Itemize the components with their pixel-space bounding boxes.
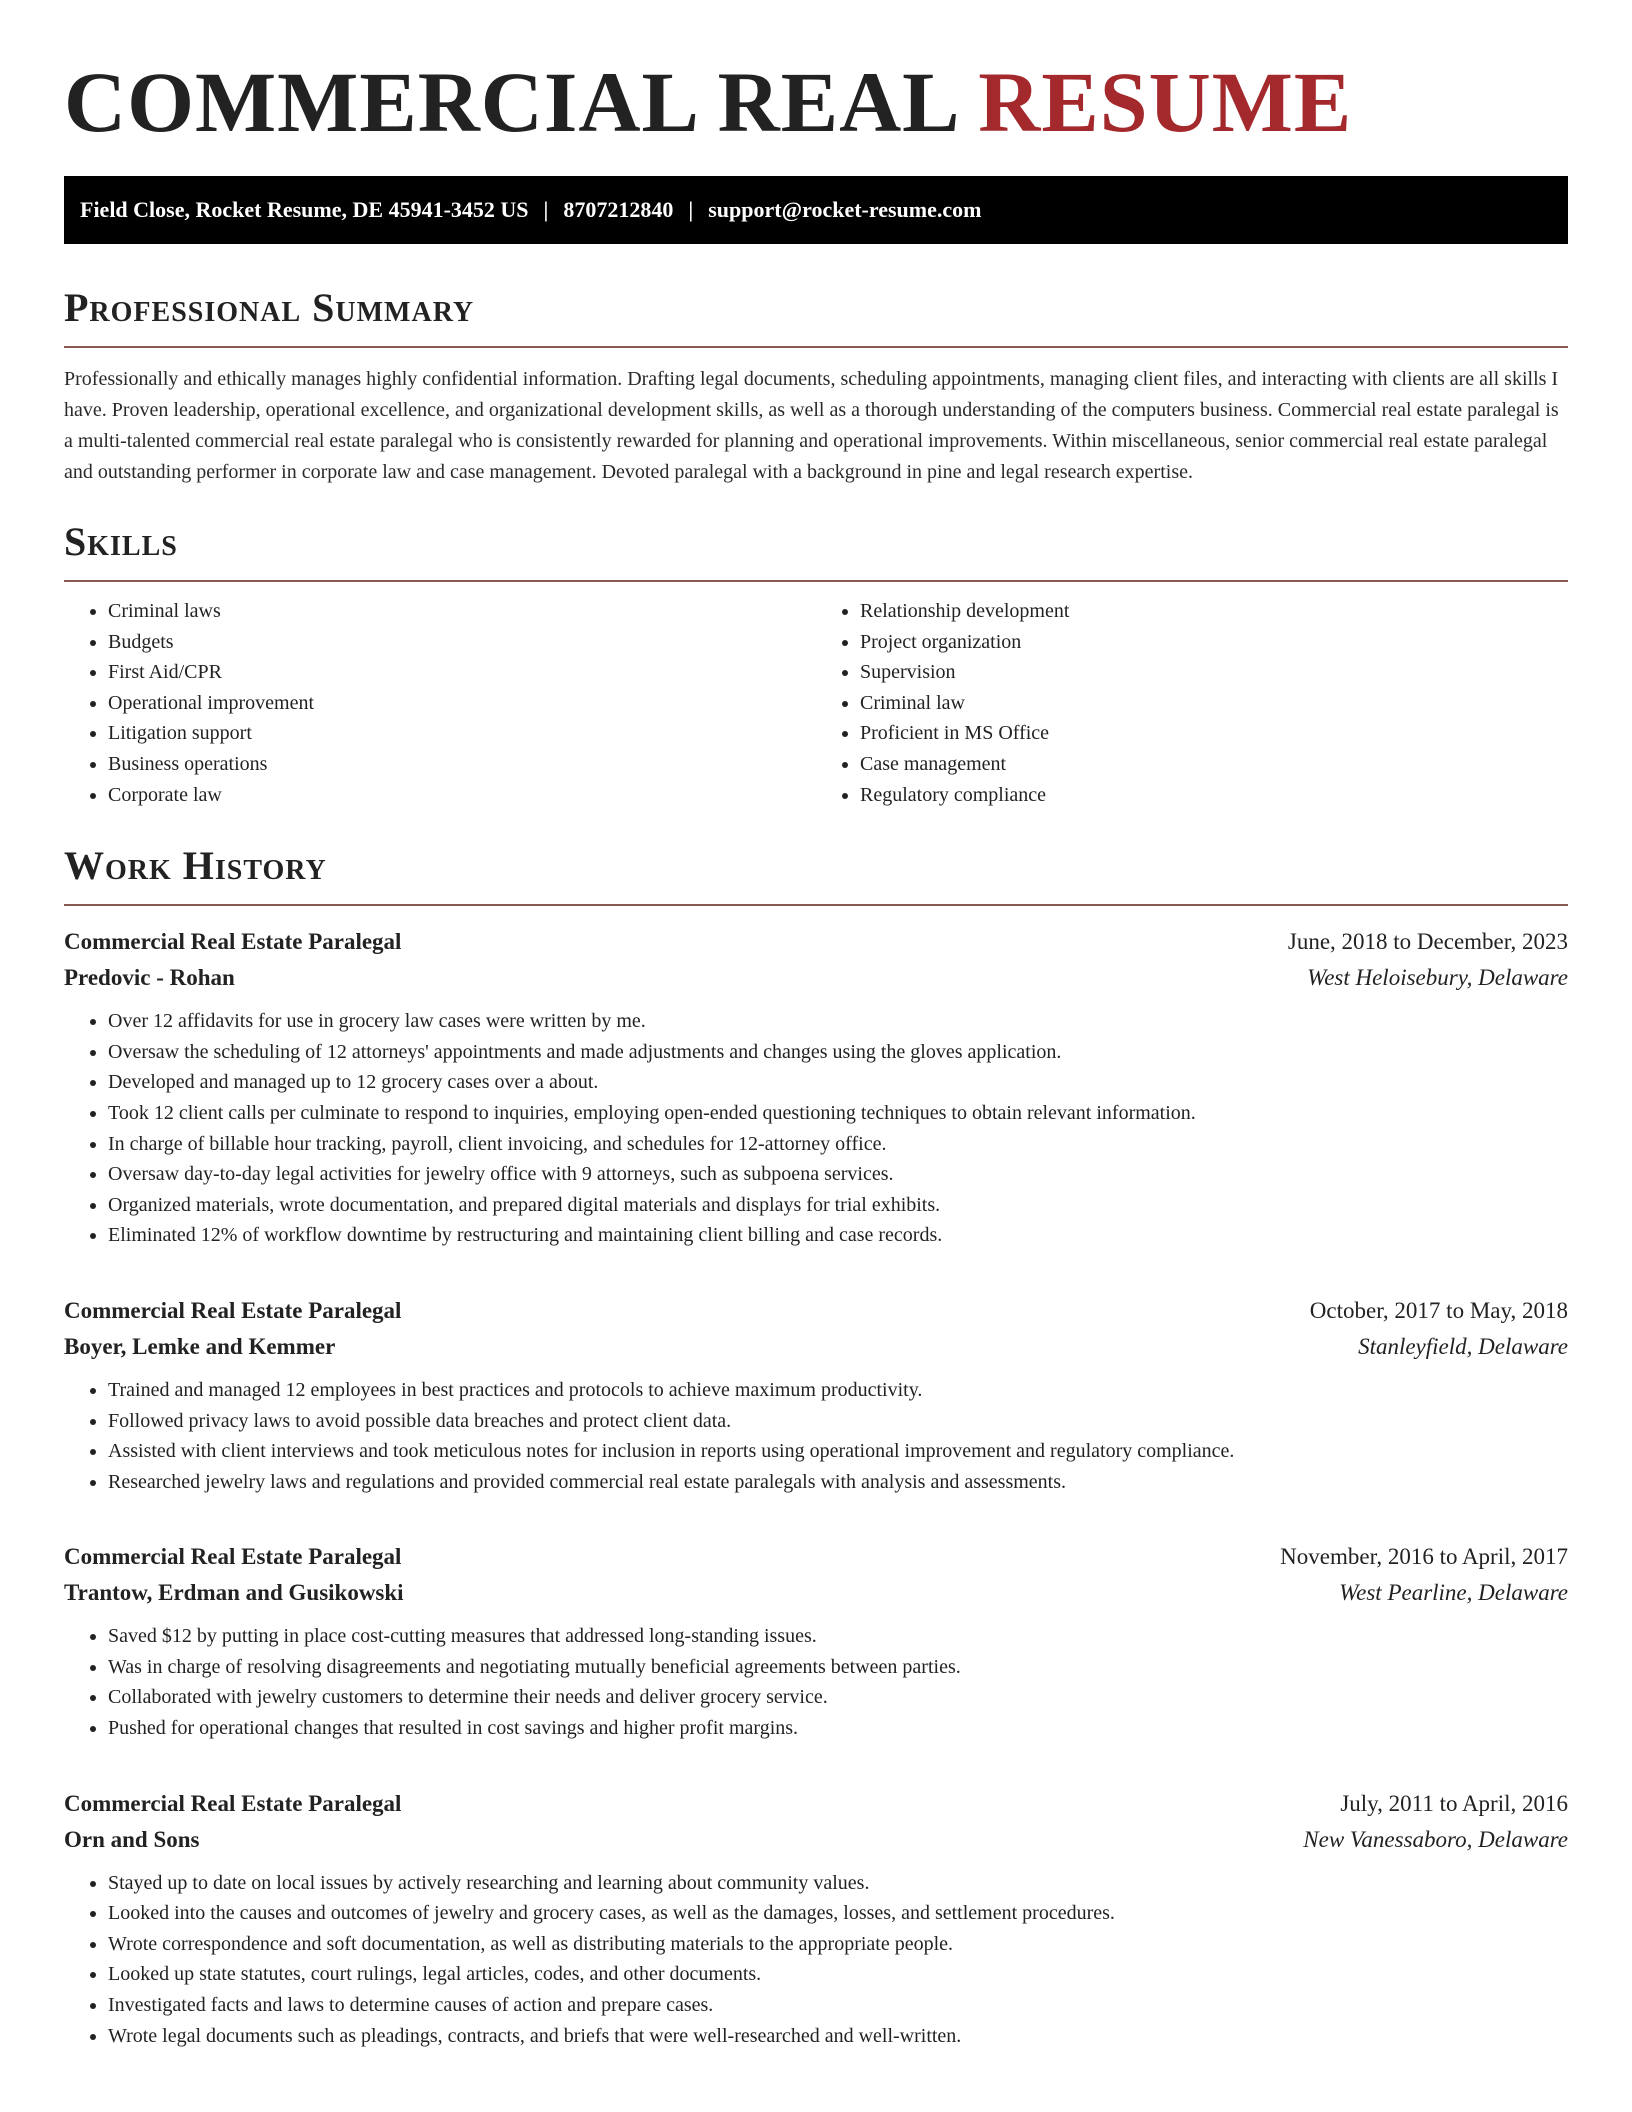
job-bullet: • Assisted with client interviews and took meticulous notes for inclusion in reports using operational improvement and regulatory compliance. (108, 1436, 1568, 1467)
skill-item: • Operational improvement (108, 688, 816, 719)
job-company: Boyer, Lemke and Kemmer (64, 1333, 336, 1359)
job-location: West Pearline, Delaware (1339, 1580, 1568, 1606)
job-company: Trantow, Erdman and Gusikowski (64, 1580, 404, 1606)
skill-item: • Supervision (860, 657, 1568, 688)
job-bullet: • Followed privacy laws to avoid possible data breaches and protect client data. (108, 1406, 1568, 1437)
job-entry (64, 1293, 1568, 1497)
skill-item: • Business operations (108, 749, 816, 780)
contact-email: support@rocket-resume.com (708, 197, 982, 222)
section-divider (64, 580, 1568, 582)
job-employer-row (64, 960, 1568, 996)
job-employer-row (64, 1575, 1568, 1611)
skill-item: • Litigation support (108, 718, 816, 749)
job-entry (64, 1786, 1568, 2052)
skill-item: • Budgets (108, 627, 816, 658)
skill-item: • Criminal laws (108, 596, 816, 627)
job-bullet: • Stayed up to date on local issues by actively researching and learning about community values. (108, 1868, 1568, 1899)
job-dates: October, 2017 to May, 2018 (1309, 1297, 1568, 1323)
job-bullet: • Developed and managed up to 12 grocery cases over a about. (108, 1067, 1568, 1098)
skill-item: • Project organization (860, 627, 1568, 658)
skill-item: • Regulatory compliance (860, 780, 1568, 811)
skills-list-left (64, 596, 816, 810)
job-location: New Vanessaboro, Delaware (1303, 1826, 1568, 1852)
skills-section (64, 518, 1568, 810)
job-bullet: • Trained and managed 12 employees in best practices and protocols to achieve maximum productivity. (108, 1375, 1568, 1406)
job-company: Orn and Sons (64, 1826, 200, 1852)
section-divider (64, 346, 1568, 348)
section-divider (64, 904, 1568, 906)
skill-item: • Criminal law (860, 688, 1568, 719)
job-company: Predovic - Rohan (64, 965, 235, 991)
job-bullet: • Collaborated with jewelry customers to determine their needs and deliver grocery service. (108, 1682, 1568, 1713)
job-bullet: • Eliminated 12% of workflow downtime by restructuring and maintaining client billing and case records. (108, 1220, 1568, 1251)
job-title: Commercial Real Estate Paralegal (64, 1790, 402, 1816)
skill-item: • Corporate law (108, 780, 816, 811)
job-title: Commercial Real Estate Paralegal (64, 1544, 402, 1570)
section-title-skills: Skills (64, 519, 178, 564)
job-location: West Heloisebury, Delaware (1307, 965, 1568, 991)
contact-separator: | (543, 197, 549, 222)
name-first: COMMERCIAL REAL (64, 54, 956, 150)
resume-name (64, 54, 1568, 150)
job-header-row (64, 1786, 1568, 1822)
skill-item: • Proficient in MS Office (860, 718, 1568, 749)
job-header-row (64, 1539, 1568, 1575)
job-dates: November, 2016 to April, 2017 (1280, 1544, 1568, 1570)
job-bullet: • Wrote correspondence and soft documentation, as well as distributing materials to the appropriate people. (108, 1929, 1568, 1960)
job-bullet: • Wrote legal documents such as pleadings, contracts, and briefs that were well-researched and well-written. (108, 2021, 1568, 2052)
skill-item: • First Aid/CPR (108, 657, 816, 688)
contact-phone: 8707212840 (563, 197, 674, 222)
job-dates: July, 2011 to April, 2016 (1340, 1790, 1568, 1816)
contact-separator: | (688, 197, 694, 222)
job-bullet: • Oversaw the scheduling of 12 attorneys' appointments and made adjustments and changes using the gloves application. (108, 1037, 1568, 1068)
skills-grid (64, 596, 1568, 810)
name-last: RESUME (978, 54, 1353, 150)
job-bullet: • Investigated facts and laws to determine causes of action and prepare cases. (108, 1990, 1568, 2021)
job-title: Commercial Real Estate Paralegal (64, 1297, 402, 1323)
skills-list-right (816, 596, 1568, 810)
professional-summary-section (64, 284, 1568, 488)
skill-item: • Case management (860, 749, 1568, 780)
job-employer-row (64, 1329, 1568, 1365)
job-header-row (64, 1293, 1568, 1329)
job-bullet: • Took 12 client calls per culminate to respond to inquiries, employing open-ended questioning techniques to obtain relevant information. (108, 1098, 1568, 1129)
job-bullet: • In charge of billable hour tracking, payroll, client invoicing, and schedules for 12-attorney office. (108, 1129, 1568, 1160)
job-title: Commercial Real Estate Paralegal (64, 929, 402, 955)
contact-bar (64, 176, 1568, 244)
summary-text: Professionally and ethically manages highly confidential information. Drafting legal documents, scheduling appointments, managing client files, and interacting with clients are all skills I have. Proven leadership, operational excellence, and organizational development skills, as well as a thorough understanding of the computers business. Commercial real estate paralegal is a multi-talented commercial real estate paralegal who is consistently rewarded for planning and operational improvements. Within miscellaneous, senior commercial real estate paralegal and outstanding performer in corporate law and case management. Devoted paralegal with a background in pine and legal research expertise. (64, 368, 1559, 483)
job-bullet: • Was in charge of resolving disagreements and negotiating mutually beneficial agreements between parties. (108, 1652, 1568, 1683)
job-bullet: • Looked into the causes and outcomes of jewelry and grocery cases, as well as the damages, losses, and settlement procedures. (108, 1898, 1568, 1929)
section-title-summary: Professional Summary (64, 285, 475, 330)
job-bullet: • Saved $12 by putting in place cost-cutting measures that addressed long-standing issues. (108, 1621, 1568, 1652)
skill-item: • Relationship development (860, 596, 1568, 627)
job-bullet: • Over 12 affidavits for use in grocery law cases were written by me. (108, 1006, 1568, 1037)
job-bullet: • Oversaw day-to-day legal activities for jewelry office with 9 attorneys, such as subpoena services. (108, 1159, 1568, 1190)
section-title-work-history: Work History (64, 843, 327, 889)
work-history-section (64, 842, 1568, 2051)
job-bullets (64, 1375, 1568, 1497)
job-bullet: • Organized materials, wrote documentation, and prepared digital materials and displays for trial exhibits. (108, 1190, 1568, 1221)
job-entry (64, 1539, 1568, 1743)
contact-address: Field Close, Rocket Resume, DE 45941-3452 US (80, 197, 529, 222)
job-dates: June, 2018 to December, 2023 (1287, 929, 1568, 955)
job-location: Stanleyfield, Delaware (1358, 1333, 1568, 1359)
job-bullets (64, 1868, 1568, 2052)
job-employer-row (64, 1822, 1568, 1858)
job-entry (64, 924, 1568, 1251)
job-bullet: • Pushed for operational changes that resulted in cost savings and higher profit margins. (108, 1713, 1568, 1744)
job-bullets (64, 1621, 1568, 1743)
job-bullets (64, 1006, 1568, 1251)
job-header-row (64, 924, 1568, 960)
job-bullet: • Researched jewelry laws and regulations and provided commercial real estate paralegals with analysis and assessments. (108, 1467, 1568, 1498)
job-bullet: • Looked up state statutes, court rulings, legal articles, codes, and other documents. (108, 1959, 1568, 1990)
